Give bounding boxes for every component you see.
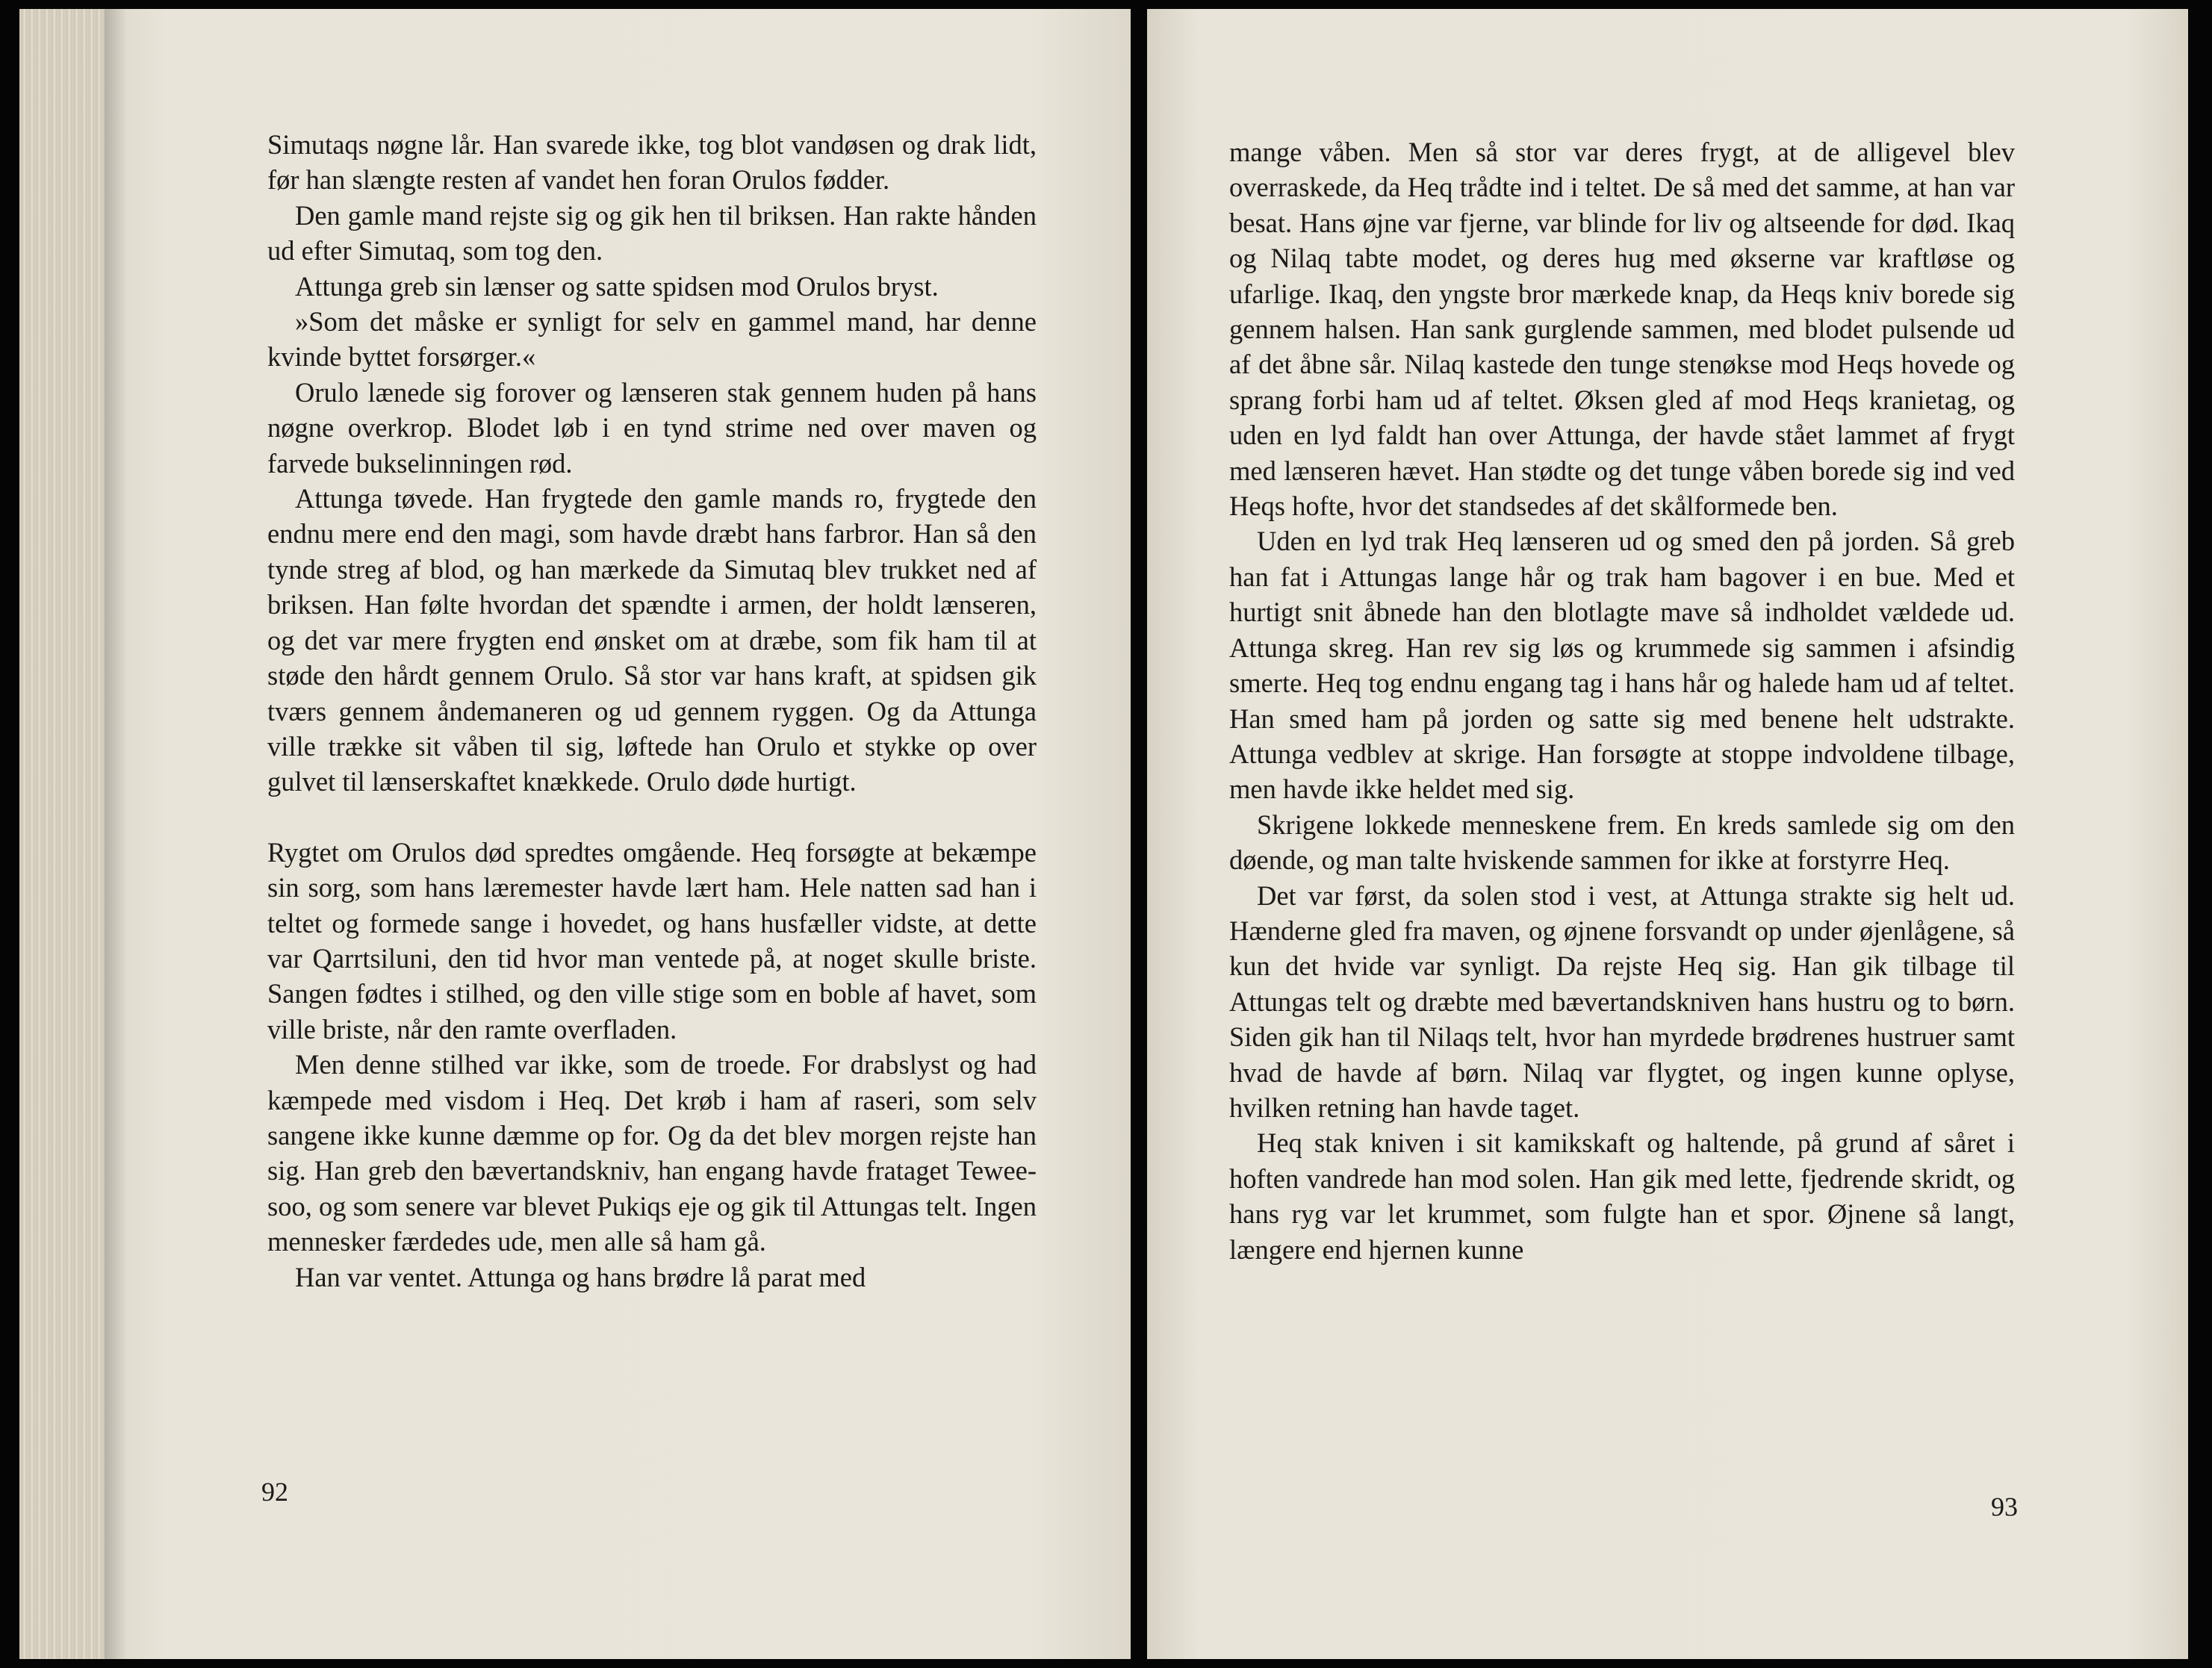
- page-number: 92: [261, 1477, 288, 1507]
- paragraph: »Som det måske er synligt for selv en gammel mand, har denne kvinde byttet forsørger.«: [267, 306, 1037, 373]
- paragraph: Attunga tøvede. Han frygtede den gamle mands ro, frygtede den endnu mere end den magi, som havde dræbt hans farbror. Han så den tynde streg af blod, og han mærkede da Simutaq blev trukket ned af briksen. Han følte hvordan det spændte i armen, der holdt lænseren, og det var mere frygten end ønsket om at dræbe, som fik ham til at støde den hårdt gennem Orulo. Så stor var hans kraft, at spidsen gik tværs gennem åndemaneren og ud gennem ryggen. Og da Attunga ville trække sit våben til sig, løftede han Orulo et stykke op over gulvet til lænserskaftet knækkede. Orulo døde hurtigt.: [267, 483, 1037, 797]
- book-gutter: [1131, 0, 1147, 1668]
- page-number: 93: [1991, 1492, 2018, 1522]
- right-page-text: [1229, 134, 2015, 1267]
- paragraph: Men denne stilhed var ikke, som de troede. For drabslyst og had kæmpede med visdom i Heq. Det krøb i ham af raseri, som selv sangene ikke kunne dæmme op for. Og da det blev morgen rejste han sig. Han greb den bævertandskniv, han engang havde frataget Tewee-soo, og som senere var blevet Pukiqs eje og gik til Attungas telt. Ingen mennesker færdedes ude, men alle så ham gå.: [267, 1049, 1037, 1257]
- paragraph: Den gamle mand rejste sig og gik hen til briksen. Han rakte hånden ud efter Simutaq, som tog den.: [267, 199, 1037, 267]
- page-edges: [19, 9, 109, 1659]
- paragraph: Uden en lyd trak Heq lænseren ud og smed den på jorden. Så greb han fat i Attungas lange hår og trak ham bagover i en bue. Med et hurtigt snit åbnede han den blotlagte mave så indholdet vældede ud. Attunga skreg. Han rev sig løs og krummede sig sammen i afsindig smerte. Heq tog endnu engang tag i hans hår og halede ham ud af teltet. Han smed ham på jorden og satte sig med benene helt udstrakte. Attunga vedblev at skrige. Han forsøgte at stoppe indvoldene tilbage, men havde ikke heldet med sig.: [1229, 526, 2015, 805]
- paragraph: Det var først, da solen stod i vest, at Attunga strakte sig helt ud. Hænderne gled fra maven, og øjnene forsvandt op under øjenlågene, så kun det hvide var synligt. Da rejste Heq sig. Han gik tilbage til Attungas telt og dræbte med bævertandskniven hans hustru og to børn. Siden gik han til Nilaqs telt, hvor han myrdede brødrenes hustruer samt hvad de havde af børn. Nilaq var flygtet, og ingen kunne oplyse, hvilken retning han havde taget.: [1229, 880, 2015, 1123]
- paragraph: Rygtet om Orulos død spredtes omgående. Heq forsøgte at bekæmpe sin sorg, som hans læremester havde lært ham. Hele natten sad han i teltet og formede sange i hovedet, og hans husfæller vidste, at dette var Qarrtsiluni, den tid hvor man ventede på, at noget skulle briste. Sangen fødtes i stilhed, og den ville stige som en boble af havet, som ville briste, når den ramte overfladen.: [267, 836, 1037, 1045]
- page-shadow: [105, 9, 127, 1659]
- right-page: [1147, 9, 2188, 1659]
- paragraph: Attunga greb sin lænser og satte spidsen mod Orulos bryst.: [295, 270, 939, 302]
- paragraph: Skrigene lokkede menneskene frem. En kreds samlede sig om den døende, og man talte hviskende sammen for ikke at forstyrre Heq.: [1229, 809, 2015, 876]
- left-page-text: [267, 127, 1037, 1295]
- paragraph: Orulo lænede sig forover og lænseren stak gennem huden på hans nøgne overkrop. Blodet løb i en tynd strime ned over maven og farvede bukselinningen rød.: [267, 376, 1037, 479]
- paragraph: Simutaqs nøgne lår. Han svarede ikke, tog blot vandøsen og drak lidt, før han slængte resten af vandet hen foran Orulos fødder.: [267, 129, 1037, 196]
- paragraph: Han var ventet. Attunga og hans brødre lå parat med: [295, 1261, 866, 1292]
- paragraph: mange våben. Men så stor var deres frygt, at de alligevel blev overraskede, da Heq trådte ind i teltet. De så med det samme, at han var besat. Hans øjne var fjerne, var blinde for liv og altseende for død. Ikaq og Nilaq tabte modet, og deres hug med økserne var kraftløse og ufarlige. Ikaq, den yngste bror mærkede knap, da Heqs kniv borede sig gennem halsen. Han sank gurglende sammen, med blodet pulsende ud af det åbne sår. Nilaq kastede den tunge stenøkse mod Heqs hovede og sprang forbi ham ud af teltet. Øksen gled af mod Heqs kranietag, og uden en lyd faldt han over Attunga, der havde stået lammet af frygt med lænseren hævet. Han stødte og det tunge våben borede sig ind ved Heqs hofte, hvor det standsedes af det skålformede ben.: [1229, 137, 2015, 522]
- left-page: [105, 9, 1131, 1659]
- paragraph: Heq stak kniven i sit kamikskaft og haltende, på grund af såret i hoften vandrede han mod solen. Han gik med lette, fjedrende skridt, og hans ryg var let krummet, som fulgte han et spor. Øjnene så langt, længere end hjernen kunne: [1229, 1127, 2015, 1265]
